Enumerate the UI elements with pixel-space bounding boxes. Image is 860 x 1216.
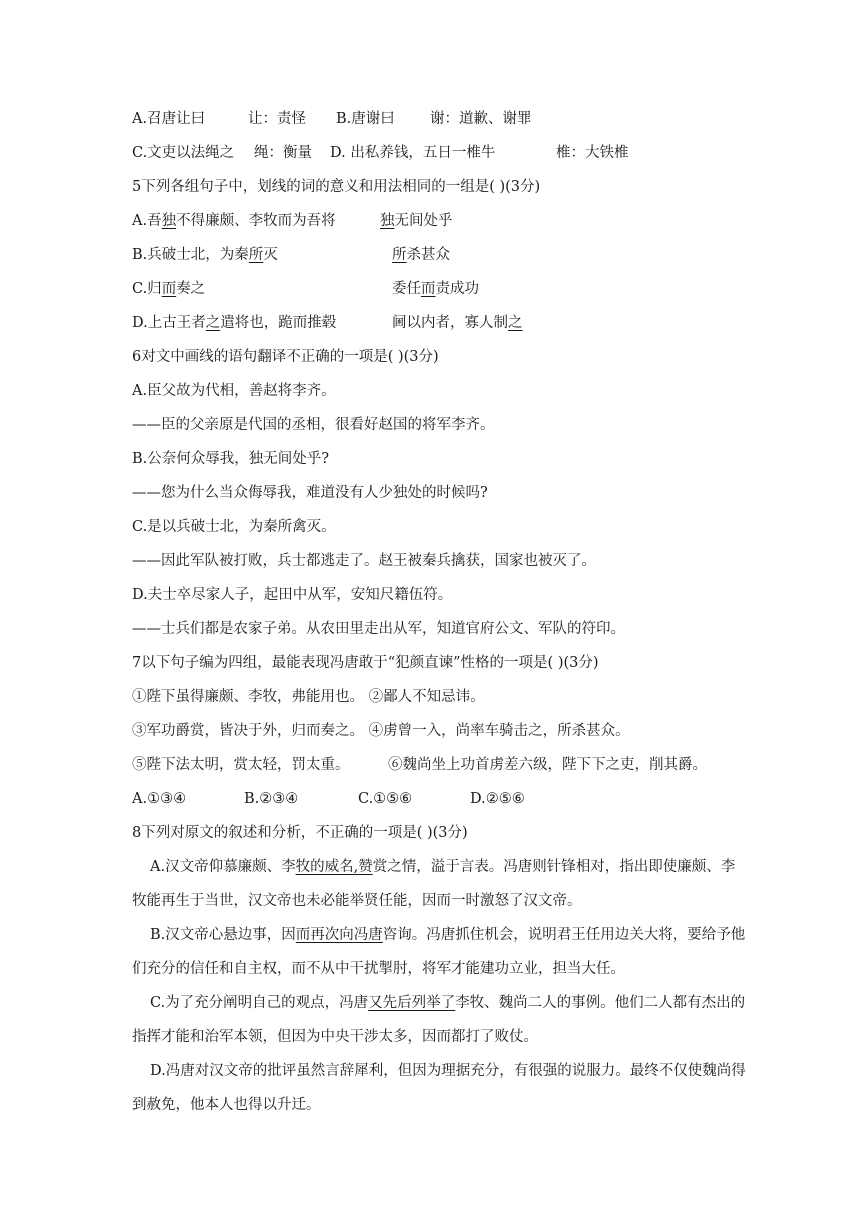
q5b-pair-rest: 杀甚众 [406, 247, 450, 263]
q8-option-d-line2: 到赦免，他本人也得以升迁。 [132, 1097, 321, 1113]
q5a-pair-rest: 无间处乎 [394, 213, 453, 229]
q5b-prefix: B.兵破士北，为秦 [132, 247, 249, 263]
question-7: 7以下句子编为四组，最能表现冯唐敢于“犯颜直谏”性格的一项是( )(3分) [132, 655, 599, 671]
question-6: 6对文中画线的语句翻译不正确的一项是( )(3分) [132, 349, 439, 365]
q8b-part1: B.汉文帝心悬边事，因 [150, 927, 296, 943]
q6-option-a: A.臣父故为代相，善赵将李齐。 [132, 383, 336, 399]
option-d-gloss: 椎：大铁椎 [556, 145, 629, 161]
q5d-pair [392, 312, 523, 334]
q7-sentence-5: ⑤陛下法太明，赏太轻，罚太重。 [132, 757, 350, 773]
q8a-part1: A.汉文帝仰慕廉颇、李 [150, 859, 296, 875]
q5-option-a [132, 210, 453, 232]
option-b-gloss: 谢：道歉、谢罪 [430, 111, 532, 127]
q6-option-c-translation: ——因此军队被打败，兵士都逃走了。赵王被秦兵擒获，国家也被灭了。 [132, 553, 596, 569]
q6-option-d-translation: ——士兵们都是农家子弟。从农田里走出从军，知道官府公文、军队的符印。 [132, 621, 625, 637]
q5b-rest: 灭 [263, 247, 278, 263]
q6-option-a-translation: ——臣的父亲原是代国的丞相，很看好赵国的将军李齐。 [132, 417, 495, 433]
q5a-rest: 不得廉颇、李牧而为吾将 [176, 213, 336, 229]
q7-sentences-3 [132, 754, 707, 776]
option-d-text: D. 出私养钱，五日一椎牛 [330, 145, 496, 161]
q5a-pair [380, 210, 453, 232]
q8-option-a-line2: 牧能再生于当世，汉文帝也未必能举贤任能，因而一时激怒了汉文帝。 [132, 893, 582, 909]
q8a-underlined: 牧的威名, [295, 859, 359, 875]
q6-option-b-translation: ——您为什么当众侮辱我，难道没有人少独处的时候吗? [132, 485, 488, 501]
q8-option-c-line2: 指挥才能和治军本领，但因为中央干涉太多，因而都打了败仗。 [132, 1029, 538, 1045]
q6-option-b: B.公奈何众辱我，独无间处乎? [132, 451, 330, 467]
option-row-1 [132, 108, 532, 130]
q8-option-d-line1: D.冯唐对汉文帝的批评虽然言辞犀利，但因为理据充分，有很强的说服力。最终不仅使魏尚得 [150, 1063, 746, 1079]
q7-sentences-1: ①陛下虽得廉颇、李牧，弗能用也。 ②鄙人不知忌讳。 [132, 689, 485, 705]
q5d-rest: 遣将也，跪而推毂 [220, 315, 337, 331]
q5d-pair-prefix: 阃以内者，寡人制 [392, 315, 508, 331]
q8-option-b-line2: 们充分的信任和自主权，而不从中干扰掣肘，将军才能建功立业，担当大任。 [132, 961, 625, 977]
q8b-underlined: 而再次向冯唐 [295, 927, 383, 943]
q6-option-c: C.是以兵破士北，为秦所禽灭。 [132, 519, 336, 535]
option-c-text: C.文吏以法绳之 [132, 145, 235, 161]
q7-option-a: A.①③④ [132, 791, 187, 807]
q8c-underlined: 又先后列举了 [368, 995, 456, 1011]
q7-options [132, 788, 525, 810]
q8-option-a-line1 [150, 856, 735, 878]
q5c-pair-prefix: 委任 [392, 281, 421, 297]
q5c-rest: 奏之 [176, 281, 206, 297]
q8-option-c-line1 [150, 992, 745, 1014]
q8b-part2: 咨询。冯唐抓住机会，说明君王任用边关大将，要给予他 [382, 927, 746, 943]
q7-sentence-6: ⑥魏尚坐上功首虏差六级，陛下下之吏，削其爵。 [388, 757, 707, 773]
q6-option-d: D.夫士卒尽家人子，起田中从军，安知尺籍伍符。 [132, 587, 453, 603]
q5b-pair [392, 244, 450, 266]
option-row-2 [132, 142, 629, 164]
q5b-pair-underlined: 所 [392, 247, 407, 263]
option-a-text: A.召唐让曰 [132, 111, 206, 127]
question-8: 8下列对原文的叙述和分析，不正确的一项是( )(3分) [132, 825, 468, 841]
q7-option-d: D.②⑤⑥ [470, 791, 525, 807]
q5b-underlined: 所 [248, 247, 264, 263]
q8a-underlined-2: 赞 [358, 859, 373, 875]
q5-option-b [132, 244, 450, 266]
option-c-gloss: 绳：衡量 [254, 145, 312, 161]
q5a-prefix: A.吾 [132, 213, 162, 229]
q5a-underlined: 独 [161, 213, 177, 229]
q5d-prefix: D.上古王者 [132, 315, 206, 331]
q8a-part2: 赏之情，溢于言表。冯唐则针锋相对，指出即使廉颇、李 [372, 859, 736, 875]
q5c-pair-rest: 责成功 [435, 281, 479, 297]
q7-option-b: B.②③④ [244, 791, 299, 807]
q5c-prefix: C.归 [132, 281, 162, 297]
q5d-pair-underlined: 之 [508, 315, 523, 331]
q5-option-c [132, 278, 479, 300]
q7-option-c: C.①⑤⑥ [358, 791, 413, 807]
q5c-pair-underlined: 而 [421, 281, 436, 297]
q5a-pair-underlined: 独 [380, 213, 395, 229]
question-5: 5下列各组句子中，划线的词的意义和用法相同的一组是( )(3分) [132, 179, 541, 195]
q5c-pair [392, 278, 479, 300]
q8c-part2: 李牧、魏尚二人的事例。他们二人都有杰出的 [455, 995, 746, 1011]
q5-option-d [132, 312, 523, 334]
option-a-gloss: 让：责怪 [248, 111, 306, 127]
option-b-text: B.唐谢曰 [336, 111, 395, 127]
q8c-part1: C.为了充分阐明自己的观点，冯唐 [150, 995, 369, 1011]
q5c-underlined: 而 [161, 281, 177, 297]
q8-option-b-line1 [150, 924, 745, 946]
q7-sentences-2: ③军功爵赏，皆决于外，归而奏之。 ④虏曾一入，尚率车骑击之，所杀甚众。 [132, 723, 630, 739]
q5d-underlined: 之 [205, 315, 221, 331]
